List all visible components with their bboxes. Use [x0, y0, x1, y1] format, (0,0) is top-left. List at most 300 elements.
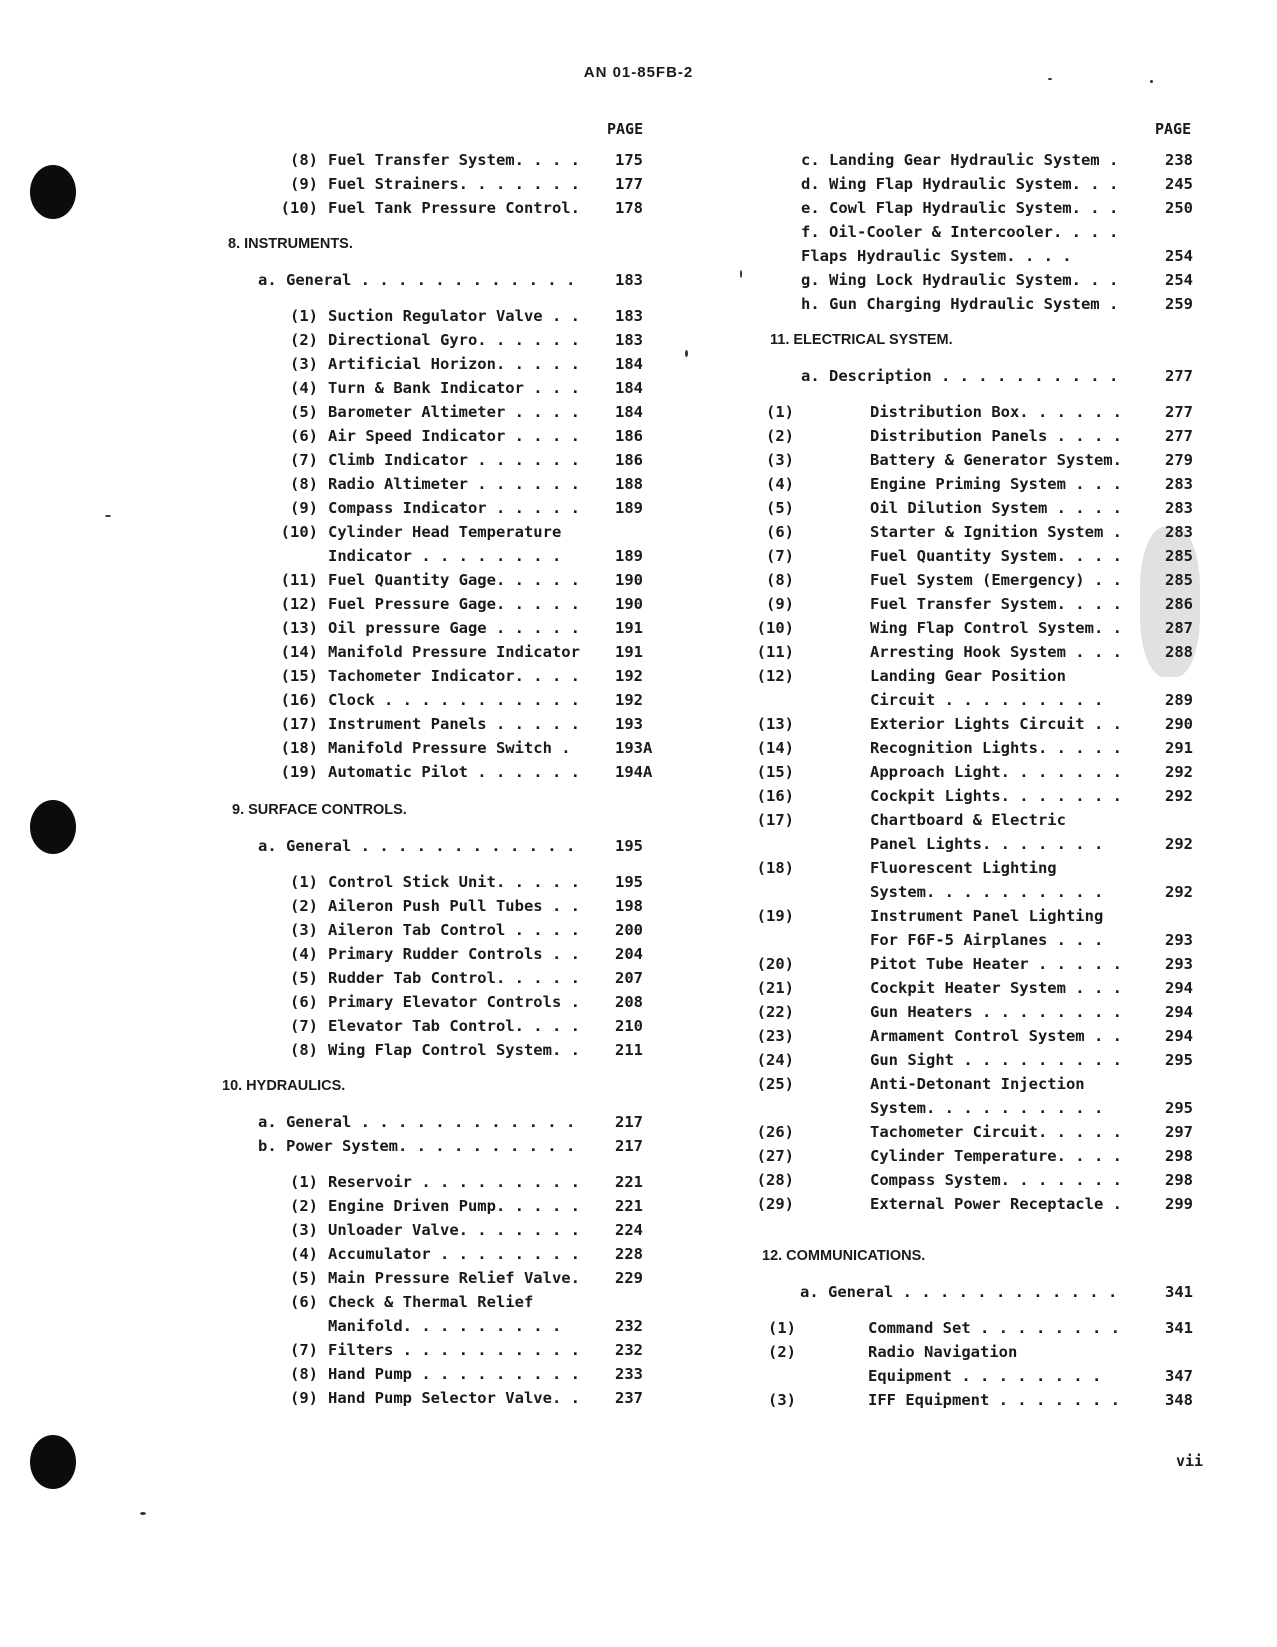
- toc-entry-title: Distribution Box. . . . . .: [870, 403, 1122, 421]
- toc-entry: [0, 592, 660, 616]
- toc-entry-title: Oil pressure Gage . . . . .: [328, 619, 580, 637]
- toc-entry-title: For F6F-5 Airplanes . . .: [870, 931, 1104, 949]
- toc-entry-page: 189: [615, 499, 643, 517]
- toc-entry: [0, 736, 660, 760]
- toc-entry: [0, 304, 660, 328]
- toc-entry-title: g. Wing Lock Hydraulic System. . .: [801, 271, 1119, 289]
- toc-entry-title: Turn & Bank Indicator . . .: [328, 379, 580, 397]
- toc-entry-title: Engine Priming System . . .: [870, 475, 1122, 493]
- toc-entry-number: (28): [756, 1171, 794, 1189]
- toc-entry-number: (22): [756, 1003, 794, 1021]
- toc-entry-title: d. Wing Flap Hydraulic System. . .: [801, 175, 1119, 193]
- toc-entry: [0, 870, 660, 894]
- toc-entry: [0, 1290, 660, 1314]
- toc-entry-title: Fuel Pressure Gage. . . . .: [328, 595, 580, 613]
- toc-entry-page: 292: [1165, 883, 1193, 901]
- toc-entry-title: a. General . . . . . . . . . . . .: [800, 1283, 1118, 1301]
- toc-entry: [0, 520, 660, 544]
- toc-entry-number: (29): [756, 1195, 794, 1213]
- toc-entry-title: Primary Rudder Controls . .: [328, 945, 580, 963]
- toc-entry-number: (16): [756, 787, 794, 805]
- toc-entry: [660, 1192, 1277, 1216]
- document-title: AN 01-85FB-2: [583, 64, 694, 81]
- instruments-general-row: [0, 268, 660, 292]
- toc-entry-page: 294: [1165, 979, 1193, 997]
- toc-entry-title: Aileron Tab Control . . . .: [328, 921, 580, 939]
- toc-entry: [0, 616, 660, 640]
- toc-entry-number: (2): [766, 427, 794, 445]
- toc-entry-title: System. . . . . . . . . .: [870, 1099, 1104, 1117]
- toc-entry: [660, 448, 1277, 472]
- toc-entry-title: Distribution Panels . . . .: [870, 427, 1122, 445]
- hydraulic-subsystems-list: [660, 148, 1277, 316]
- toc-entry-page: 295: [1165, 1051, 1193, 1069]
- toc-entry-page: 291: [1165, 739, 1193, 757]
- toc-entry: [660, 1144, 1277, 1168]
- toc-entry-title: Compass Indicator . . . . .: [328, 499, 580, 517]
- toc-entry-page: 183: [615, 271, 643, 289]
- toc-entry-title: Command Set . . . . . . . .: [868, 1319, 1120, 1337]
- toc-entry: [0, 1362, 660, 1386]
- toc-entry-number: (5): [290, 1269, 318, 1287]
- electrical-description-row: [660, 364, 1277, 388]
- toc-entry: [660, 928, 1277, 952]
- toc-entry-number: (14): [280, 643, 318, 661]
- toc-entry-title: Elevator Tab Control. . . .: [328, 1017, 580, 1035]
- toc-entry-number: (7): [290, 1017, 318, 1035]
- fuel-items-list: [0, 148, 660, 220]
- hydraulics-power-row: [0, 1134, 660, 1158]
- toc-entry: [0, 1386, 660, 1410]
- toc-entry-page: 283: [1165, 475, 1193, 493]
- toc-entry-number: (4): [290, 1245, 318, 1263]
- toc-entry-page: 298: [1165, 1147, 1193, 1165]
- toc-entry-page: 208: [615, 993, 643, 1011]
- toc-entry-number: (3): [290, 921, 318, 939]
- toc-entry-page: 237: [615, 1389, 643, 1407]
- toc-entry-title: a. Description . . . . . . . . . .: [801, 367, 1119, 385]
- toc-entry-page: 341: [1165, 1319, 1193, 1337]
- toc-entry: [660, 856, 1277, 880]
- toc-entry: [660, 148, 1277, 172]
- toc-entry-number: (7): [290, 1341, 318, 1359]
- toc-entry-page: 217: [615, 1113, 643, 1131]
- toc-entry: [660, 1096, 1277, 1120]
- toc-entry: [660, 1388, 1277, 1412]
- surface-controls-items-list: [0, 870, 660, 1062]
- toc-entry-title: Suction Regulator Valve . .: [328, 307, 580, 325]
- toc-entry-page: 293: [1165, 931, 1193, 949]
- toc-entry-number: (13): [280, 619, 318, 637]
- page-column-heading-right: PAGE: [1155, 120, 1192, 138]
- toc-entry-title: Circuit . . . . . . . . .: [870, 691, 1104, 709]
- toc-entry-number: (4): [766, 475, 794, 493]
- toc-entry-title: Tachometer Indicator. . . .: [328, 667, 580, 685]
- toc-entry-number: (26): [756, 1123, 794, 1141]
- toc-entry-title: Instrument Panel Lighting: [870, 907, 1104, 925]
- hydraulics-general-row: [0, 1110, 660, 1134]
- toc-entry-page: 286: [1165, 595, 1193, 613]
- toc-entry-page: 232: [615, 1341, 643, 1359]
- toc-entry-page: 191: [615, 643, 643, 661]
- toc-entry: [0, 760, 660, 784]
- toc-entry: [0, 328, 660, 352]
- toc-entry-title: Starter & Ignition System .: [870, 523, 1122, 541]
- toc-entry-title: Automatic Pilot . . . . . .: [328, 763, 580, 781]
- toc-entry-title: Instrument Panels . . . . .: [328, 715, 580, 733]
- toc-entry: [0, 496, 660, 520]
- toc-entry-number: (11): [280, 571, 318, 589]
- toc-entry-title: External Power Receptacle .: [870, 1195, 1122, 1213]
- toc-entry-number: (9): [766, 595, 794, 613]
- toc-entry-page: 194A: [615, 763, 653, 781]
- toc-entry: [0, 376, 660, 400]
- communications-items-list: [660, 1316, 1277, 1412]
- toc-entry-page: 245: [1165, 175, 1193, 193]
- toc-entry: [660, 268, 1277, 292]
- toc-entry: [660, 1280, 1277, 1304]
- toc-entry: [0, 1218, 660, 1242]
- toc-entry-title: b. Power System. . . . . . . . . .: [258, 1137, 576, 1155]
- toc-entry-title: IFF Equipment . . . . . . .: [868, 1391, 1120, 1409]
- toc-entry-number: (9): [290, 499, 318, 517]
- toc-entry-number: (2): [768, 1343, 796, 1361]
- toc-entry-title: Equipment . . . . . . . .: [868, 1367, 1102, 1385]
- toc-entry-number: (9): [290, 175, 318, 193]
- toc-entry-title: Battery & Generator System.: [870, 451, 1122, 469]
- toc-entry-number: (3): [290, 355, 318, 373]
- toc-entry-number: (19): [280, 763, 318, 781]
- toc-entry-title: Hand Pump Selector Valve. .: [328, 1389, 580, 1407]
- toc-entry-page: 204: [615, 945, 643, 963]
- toc-entry-page: 188: [615, 475, 643, 493]
- toc-entry: [0, 1134, 660, 1158]
- toc-entry: [0, 172, 660, 196]
- toc-entry-page: 285: [1165, 547, 1193, 565]
- toc-entry-number: (21): [756, 979, 794, 997]
- toc-entry-page: 190: [615, 595, 643, 613]
- scan-speck: [105, 515, 111, 517]
- toc-entry-title: Climb Indicator . . . . . .: [328, 451, 580, 469]
- toc-entry-title: Gun Sight . . . . . . . . .: [870, 1051, 1122, 1069]
- toc-entry-number: (11): [756, 643, 794, 661]
- toc-entry-number: (1): [290, 307, 318, 325]
- toc-entry-number: (2): [290, 897, 318, 915]
- toc-entry-title: a. General . . . . . . . . . . . .: [258, 1113, 576, 1131]
- toc-entry-title: Arresting Hook System . . .: [870, 643, 1122, 661]
- instruments-items-list: [0, 304, 660, 784]
- surface-controls-general-row: [0, 834, 660, 858]
- toc-entry-page: 200: [615, 921, 643, 939]
- toc-entry-number: (8): [290, 151, 318, 169]
- toc-entry-title: Accumulator . . . . . . . .: [328, 1245, 580, 1263]
- toc-entry-title: Barometer Altimeter . . . .: [328, 403, 580, 421]
- toc-entry-title: Flaps Hydraulic System. . . .: [801, 247, 1072, 265]
- toc-entry: [660, 688, 1277, 712]
- toc-entry: [0, 990, 660, 1014]
- toc-entry: [660, 1340, 1277, 1364]
- toc-entry-title: Wing Flap Control System. .: [870, 619, 1122, 637]
- toc-entry-title: Clock . . . . . . . . . . .: [328, 691, 580, 709]
- toc-entry: [0, 1170, 660, 1194]
- toc-entry-page: 192: [615, 691, 643, 709]
- toc-entry-title: Aileron Push Pull Tubes . .: [328, 897, 580, 915]
- toc-entry: [0, 834, 660, 858]
- toc-entry-title: Manifold. . . . . . . . .: [328, 1317, 562, 1335]
- toc-entry-page: 195: [615, 837, 643, 855]
- toc-entry-title: Anti-Detonant Injection: [870, 1075, 1085, 1093]
- toc-entry: [660, 1072, 1277, 1096]
- toc-entry-number: (3): [290, 1221, 318, 1239]
- toc-entry: [0, 894, 660, 918]
- toc-entry: [660, 220, 1277, 244]
- toc-entry-title: Chartboard & Electric: [870, 811, 1066, 829]
- toc-entry: [660, 760, 1277, 784]
- toc-entry-title: Landing Gear Position: [870, 667, 1066, 685]
- toc-entry: [660, 400, 1277, 424]
- toc-entry-page: 295: [1165, 1099, 1193, 1117]
- toc-entry-title: Manifold Pressure Switch .: [328, 739, 571, 757]
- toc-entry-title: Radio Navigation: [868, 1343, 1018, 1361]
- toc-entry-page: 175: [615, 151, 643, 169]
- toc-entry: [0, 568, 660, 592]
- toc-entry: [660, 1364, 1277, 1388]
- toc-entry: [660, 292, 1277, 316]
- toc-entry-page: 254: [1165, 247, 1193, 265]
- toc-entry-number: (9): [290, 1389, 318, 1407]
- toc-entry: [660, 472, 1277, 496]
- toc-entry: [660, 712, 1277, 736]
- toc-left-column: [0, 148, 660, 1410]
- toc-entry-title: System. . . . . . . . . .: [870, 883, 1104, 901]
- toc-entry: [0, 664, 660, 688]
- toc-entry: [0, 148, 660, 172]
- toc-entry-page: 177: [615, 175, 643, 193]
- toc-entry: [0, 688, 660, 712]
- toc-entry-page: 221: [615, 1173, 643, 1191]
- toc-entry-page: 186: [615, 451, 643, 469]
- toc-entry-title: Directional Gyro. . . . . .: [328, 331, 580, 349]
- toc-entry: [0, 400, 660, 424]
- toc-entry-page: 195: [615, 873, 643, 891]
- toc-entry-page: 299: [1165, 1195, 1193, 1213]
- toc-entry-page: 229: [615, 1269, 643, 1287]
- toc-entry-title: Tachometer Circuit. . . . .: [870, 1123, 1122, 1141]
- toc-entry-page: 207: [615, 969, 643, 987]
- toc-entry-page: 277: [1165, 367, 1193, 385]
- toc-entry-number: (24): [756, 1051, 794, 1069]
- toc-entry-page: 288: [1165, 643, 1193, 661]
- toc-entry-page: 292: [1165, 763, 1193, 781]
- toc-entry-title: Reservoir . . . . . . . . .: [328, 1173, 580, 1191]
- toc-entry: [660, 1316, 1277, 1340]
- toc-entry-page: 347: [1165, 1367, 1193, 1385]
- toc-entry: [0, 1338, 660, 1362]
- toc-entry-page: 211: [615, 1041, 643, 1059]
- toc-entry-title: Cylinder Head Temperature: [328, 523, 562, 541]
- toc-entry-number: (5): [290, 403, 318, 421]
- toc-entry-page: 184: [615, 379, 643, 397]
- toc-entry-number: (12): [280, 595, 318, 613]
- toc-entry-page: 254: [1165, 271, 1193, 289]
- toc-entry-page: 238: [1165, 151, 1193, 169]
- toc-entry-title: Fuel System (Emergency) . .: [870, 571, 1122, 589]
- toc-entry-title: Control Stick Unit. . . . .: [328, 873, 580, 891]
- toc-entry: [660, 364, 1277, 388]
- toc-entry: [660, 952, 1277, 976]
- toc-entry-page: 193: [615, 715, 643, 733]
- toc-entry-title: Fuel Tank Pressure Control.: [328, 199, 580, 217]
- toc-entry-number: (5): [766, 499, 794, 517]
- toc-entry-number: (14): [756, 739, 794, 757]
- toc-entry: [660, 172, 1277, 196]
- toc-entry-title: Manifold Pressure Indicator: [328, 643, 580, 661]
- toc-entry-title: Main Pressure Relief Valve.: [328, 1269, 580, 1287]
- toc-entry: [660, 784, 1277, 808]
- toc-entry-number: (6): [290, 427, 318, 445]
- toc-entry-title: a. General . . . . . . . . . . . .: [258, 271, 576, 289]
- toc-entry-page: 228: [615, 1245, 643, 1263]
- toc-entry: [0, 268, 660, 292]
- toc-entry-title: Gun Heaters . . . . . . . .: [870, 1003, 1122, 1021]
- scan-speck: [685, 350, 688, 357]
- toc-entry-number: (25): [756, 1075, 794, 1093]
- toc-entry-number: (8): [290, 1365, 318, 1383]
- toc-entry-title: Cockpit Heater System . . .: [870, 979, 1122, 997]
- electrical-items-list: [660, 400, 1277, 1216]
- toc-entry-page: 297: [1165, 1123, 1193, 1141]
- toc-entry-page: 183: [615, 331, 643, 349]
- toc-entry-page: 184: [615, 403, 643, 421]
- toc-entry-title: Fuel Quantity Gage. . . . .: [328, 571, 580, 589]
- toc-entry-title: Fluorescent Lighting: [870, 859, 1057, 877]
- toc-entry-title: Compass System. . . . . . .: [870, 1171, 1122, 1189]
- toc-entry-number: (8): [290, 475, 318, 493]
- toc-entry-title: Radio Altimeter . . . . . .: [328, 475, 580, 493]
- toc-entry-page: 290: [1165, 715, 1193, 733]
- punch-hole: [30, 1435, 76, 1489]
- toc-entry-page: 279: [1165, 451, 1193, 469]
- toc-entry: [660, 1168, 1277, 1192]
- toc-entry-page: 283: [1165, 499, 1193, 517]
- toc-entry: [0, 712, 660, 736]
- section-heading-hydraulics: 10. HYDRAULICS.: [222, 1078, 346, 1094]
- toc-entry: [0, 1314, 660, 1338]
- toc-entry-title: c. Landing Gear Hydraulic System .: [801, 151, 1119, 169]
- toc-entry-page: 189: [615, 547, 643, 565]
- toc-entry: [660, 496, 1277, 520]
- toc-entry-page: 293: [1165, 955, 1193, 973]
- toc-entry-number: (5): [290, 969, 318, 987]
- toc-entry-number: (6): [290, 1293, 318, 1311]
- toc-entry-title: Cylinder Temperature. . . .: [870, 1147, 1122, 1165]
- toc-entry-number: (1): [290, 1173, 318, 1191]
- toc-entry-number: (18): [756, 859, 794, 877]
- toc-entry: [660, 1024, 1277, 1048]
- toc-entry-title: Filters . . . . . . . . . .: [328, 1341, 580, 1359]
- toc-entry-number: (17): [756, 811, 794, 829]
- toc-entry-page: 341: [1165, 1283, 1193, 1301]
- toc-entry-number: (7): [290, 451, 318, 469]
- scan-stain: [1140, 527, 1200, 677]
- toc-entry-number: (3): [766, 451, 794, 469]
- toc-entry-title: Indicator . . . . . . . .: [328, 547, 562, 565]
- toc-entry: [660, 196, 1277, 220]
- toc-entry-title: Engine Driven Pump. . . . .: [328, 1197, 580, 1215]
- toc-entry-title: Oil Dilution System . . . .: [870, 499, 1122, 517]
- toc-entry: [0, 1242, 660, 1266]
- toc-entry-number: (16): [280, 691, 318, 709]
- toc-entry-number: (23): [756, 1027, 794, 1045]
- section-heading-surface-controls: 9. SURFACE CONTROLS.: [232, 802, 407, 818]
- toc-entry-title: Check & Thermal Relief: [328, 1293, 534, 1311]
- toc-entry-title: f. Oil-Cooler & Intercooler. . . .: [801, 223, 1119, 241]
- toc-entry: [0, 942, 660, 966]
- toc-entry: [0, 1038, 660, 1062]
- toc-entry-number: (12): [756, 667, 794, 685]
- toc-entry: [0, 448, 660, 472]
- toc-entry-number: (1): [766, 403, 794, 421]
- toc-entry: [0, 1266, 660, 1290]
- toc-entry-page: 178: [615, 199, 643, 217]
- toc-entry-number: (4): [290, 379, 318, 397]
- toc-entry-page: 217: [615, 1137, 643, 1155]
- toc-entry-title: h. Gun Charging Hydraulic System .: [801, 295, 1119, 313]
- toc-entry-title: Exterior Lights Circuit . .: [870, 715, 1122, 733]
- toc-entry-page: 191: [615, 619, 643, 637]
- toc-entry-number: (8): [766, 571, 794, 589]
- toc-entry: [0, 196, 660, 220]
- toc-entry-page: 224: [615, 1221, 643, 1239]
- scan-speck: [740, 270, 742, 278]
- toc-entry-page: 233: [615, 1365, 643, 1383]
- toc-entry-page: 183: [615, 307, 643, 325]
- toc-entry-number: (1): [290, 873, 318, 891]
- toc-entry-page: 193A: [615, 739, 653, 757]
- toc-entry-title: Air Speed Indicator . . . .: [328, 427, 580, 445]
- toc-entry: [660, 976, 1277, 1000]
- toc-entry: [660, 880, 1277, 904]
- toc-entry-number: (17): [280, 715, 318, 733]
- toc-entry: [660, 736, 1277, 760]
- toc-entry-page: 186: [615, 427, 643, 445]
- toc-entry-number: (20): [756, 955, 794, 973]
- section-heading-communications: 12. COMMUNICATIONS.: [762, 1248, 926, 1264]
- toc-entry: [0, 640, 660, 664]
- toc-entry-page: 250: [1165, 199, 1193, 217]
- toc-entry: [0, 472, 660, 496]
- toc-entry: [0, 544, 660, 568]
- toc-entry-page: 192: [615, 667, 643, 685]
- toc-entry: [660, 1000, 1277, 1024]
- toc-entry-title: Cockpit Lights. . . . . . .: [870, 787, 1122, 805]
- toc-entry: [0, 966, 660, 990]
- toc-entry-title: Pitot Tube Heater . . . . .: [870, 955, 1122, 973]
- toc-entry-number: (2): [290, 331, 318, 349]
- toc-entry-number: (1): [768, 1319, 796, 1337]
- toc-entry-page: 292: [1165, 787, 1193, 805]
- toc-entry-title: Wing Flap Control System. .: [328, 1041, 580, 1059]
- section-heading-instruments: 8. INSTRUMENTS.: [228, 236, 353, 252]
- toc-entry-page: 298: [1165, 1171, 1193, 1189]
- toc-entry-number: (3): [768, 1391, 796, 1409]
- toc-entry: [0, 918, 660, 942]
- toc-entry-number: (15): [280, 667, 318, 685]
- scan-speck: [1150, 80, 1153, 83]
- toc-entry-page: 277: [1165, 427, 1193, 445]
- toc-entry-number: (13): [756, 715, 794, 733]
- toc-entry-page: 184: [615, 355, 643, 373]
